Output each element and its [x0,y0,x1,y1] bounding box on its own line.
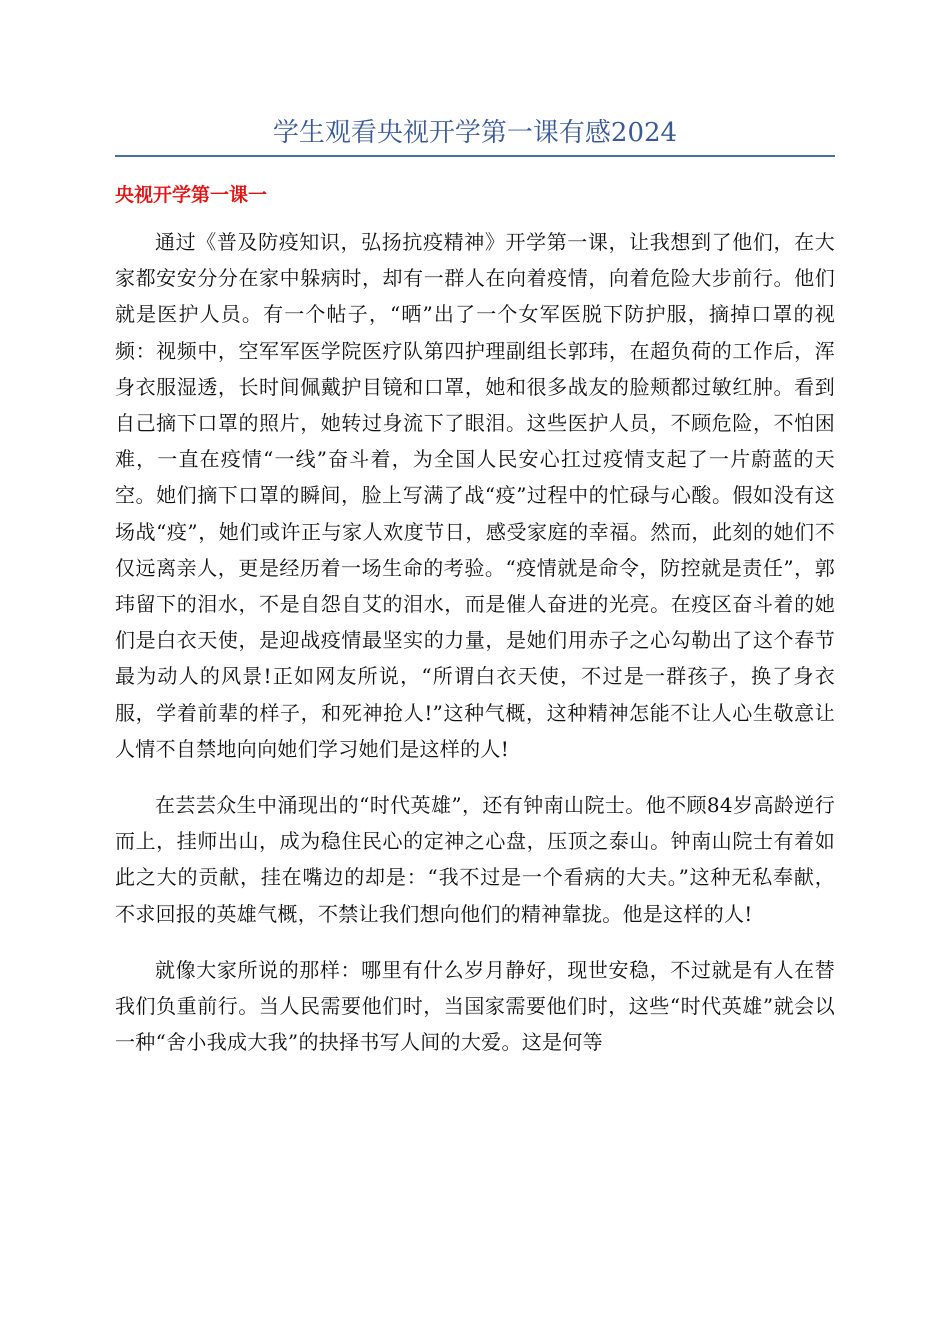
paragraph-3: 就像大家所说的那样：哪里有什么岁月静好，现世安稳，不过就是有人在替我们负重前行。当人民需要他们时，当国家需要他们时，这些“时代英雄”就会以一种“舍小我成大我”的抉择书写人间的大爱。这是何等 [115,957,835,1055]
document-title: 学生观看央视开学第一课有感2024 [272,118,678,148]
document-body [115,224,835,1060]
section-heading: 央视开学第一课一 [115,184,268,206]
paragraph-2: 在芸芸众生中涌现出的“时代英雄”，还有钟南山院士。他不顾84岁高龄逆行而上，挂师出山，成为稳住民心的定神之心盘，压顶之泰山。钟南山院士有着如此之大的贡献，挂在嘴边的却是：“我不过是一个看病的大夫。”这种无私奉献，不求回报的英雄气概，不禁让我们想向他们的精神靠拢。他是这样的人! [115,793,835,926]
title-underline [115,155,835,157]
paragraph-1: 通过《普及防疫知识，弘扬抗疫精神》开学第一课，让我想到了他们，在大家都安安分分在家中躲病时，却有一群人在向着疫情，向着危险大步前行。他们就是医护人员。有一个帖子，“晒”出了一个女军医脱下防护服，摘掉口罩的视频：视频中，空军军医学院医疗队第四护理副组长郭玮，在超负荷的工作后，浑身衣服湿透，长时间佩戴护目镜和口罩，她和很多战友的脸颊都过敏红肿。看到自己摘下口罩的照片，她转过身流下了眼泪。这些医护人员，不顾危险，不怕困难，一直在疫情“一线”奋斗着，为全国人民安心扛过疫情支起了一片蔚蓝的天空。她们摘下口罩的瞬间，脸上写满了战“疫”过程中的忙碌与心酸。假如没有这场战“疫”，她们或许正与家人欢度节日，感受家庭的幸福。然而，此刻的她们不仅远离亲人，更是经历着一场生命的考验。“疫情就是命令，防控就是责任”，郭玮留下的泪水，不是自怨自艾的泪水，而是催人奋进的光亮。在疫区奋斗着的她们是白衣天使，是迎战疫情最坚实的力量，是她们用赤子之心勾勒出了这个春节最为动人的风景!正如网友所说，“所谓白衣天使，不过是一群孩子，换了身衣服，学着前辈的样子，和死神抢人!”这种气概，这种精神怎能不让人心生敬意让人情不自禁地向向她们学习她们是这样的人! [115,230,835,761]
